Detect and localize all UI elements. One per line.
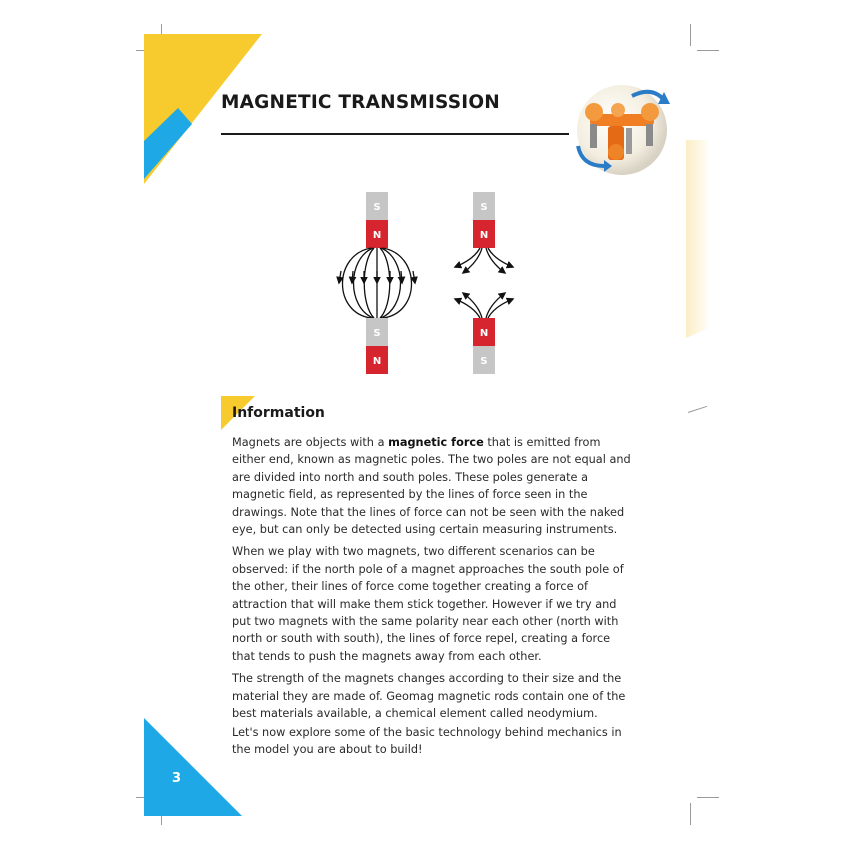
field-arrow [352,271,353,283]
field-line [486,248,505,273]
field-line [455,299,480,318]
pole-label: N [479,328,489,339]
field-line [463,248,482,273]
field-line [381,248,401,318]
paragraph-strength: The strength of the magnets changes according to their size and the material they are made of. Geomag magnetic rods contain one of the best materials available, a chemical element called neodymium. [232,672,626,721]
paragraph-intro [232,434,632,538]
field-line [364,248,374,318]
field-line [463,293,482,318]
page-edge-tab [686,140,708,340]
magnet-diagram [325,185,525,380]
crop-mark [697,50,719,51]
field-arrow [401,271,402,283]
page-title: MAGNETIC TRANSMISSION [221,92,500,113]
repulsion-diagram [455,192,513,374]
field-lines [455,248,513,318]
body-text [232,434,632,763]
pole-label: S [373,328,381,339]
field-arrow [339,271,341,283]
field-line [488,248,513,267]
field-line [455,248,480,267]
field-line [486,293,505,318]
crop-mark [697,797,719,798]
field-line [354,248,374,318]
field-line [343,248,372,318]
crop-mark [690,803,691,825]
attraction-diagram [339,192,415,374]
title-rule [221,133,569,135]
pole-label: S [480,202,488,213]
page-number: 3 [172,771,182,786]
text-run: that is emitted from either end, known as magnetic poles. The two poles are not equal and are divided into north and south poles. These poles generate a magnetic field, as represented by the lines of force seen in the drawings. Note that the lines of force can not be seen with the naked eye, but can only be detected using certain measuring instruments. [232,436,631,537]
field-lines [339,248,415,318]
paragraph-scenarios: When we play with two magnets, two different scenarios can be observed: if the north pole of a magnet approaches the south pole of the other, their lines of force come together creating a force of attraction that will make them stick together. However if we try and put two magnets with the same polarity near each other (north with north or south with south), the lines of force repel, creating a force that tends to push the magnets away from each other. [232,545,624,663]
pole-label: S [480,356,488,367]
paragraph-outro: Let's now explore some of the basic technology behind mechanics in the model you are about to build! [232,725,622,756]
pole-label: N [479,230,489,241]
corner-decoration-bottom-left [144,718,244,816]
pole-label: N [372,230,382,241]
field-line [380,248,390,318]
text-run: Magnets are objects with a [232,436,389,449]
field-line [488,299,513,318]
field-arrow [413,271,415,283]
bold-term: magnetic force [388,436,484,449]
section-heading: Information [232,405,325,421]
crop-mark [690,24,691,46]
crop-mark [688,406,707,413]
pole-label: S [373,202,381,213]
pole-label: N [372,356,382,367]
model-illustration [560,82,672,178]
field-line [383,248,412,318]
